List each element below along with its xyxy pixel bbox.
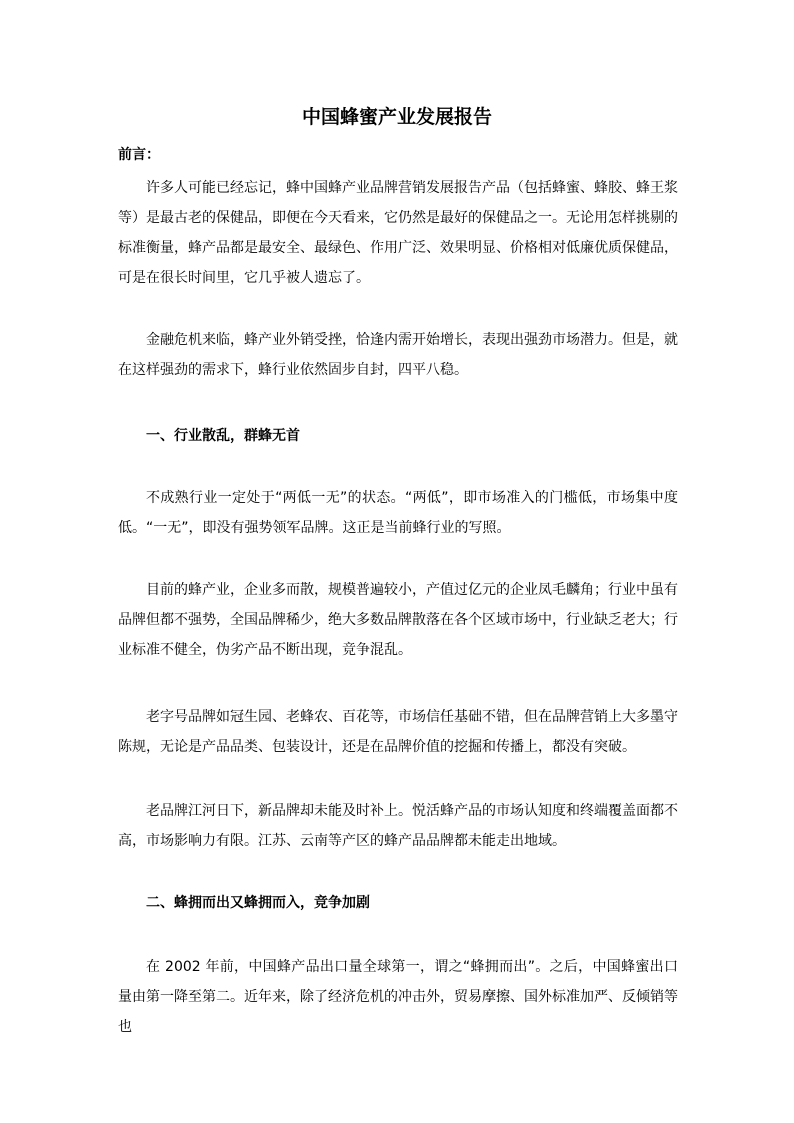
preface-label: 前言： <box>118 147 160 163</box>
paragraph-current-industry: 目前的蜂产业，企业多而散，规模普遍较小，产值过亿元的企业凤毛麟角；行业中虽有品牌但都不强势，全国品牌稀少，绝大多数品牌散落在各个区域市场中，行业缺乏老大；行业标准不健全，伪劣产品不断出现，竞争混乱。 <box>118 582 678 658</box>
paragraph-export: 在 2002 年前，中国蜂产品出口量全球第一，谓之“蜂拥而出”。之后，中国蜂蜜出口量由第一降至第二。近年来，除了经济危机的冲击外，贸易摩擦、国外标准加严、反倾销等也 <box>118 959 678 1035</box>
paragraph-two-lows: 不成熟行业一定处于“两低一无”的状态。“两低”，即市场准入的门槛低，市场集中度低。“一无”，即没有强势领军品牌。这正是当前蜂行业的写照。 <box>118 490 678 536</box>
paragraph-financial-crisis: 金融危机来临，蜂产业外销受挫，恰逢内需开始增长，表现出强劲市场潜力。但是，就在这样强劲的需求下，蜂行业依然固步自封，四平八稳。 <box>118 332 678 378</box>
section-heading-2: 二、蜂拥而出又蜂拥而入，竞争加剧 <box>146 895 370 911</box>
paragraph-intro: 许多人可能已经忘记，蜂中国蜂产业品牌营销发展报告产品（包括蜂蜜、蜂胶、蜂王浆等）是最古老的保健品，即便在今天看来，它仍然是最好的保健品之一。无论用怎样挑剔的标准衡量，蜂产品都是最安全、最绿色、作用广泛、效果明显、价格相对低廉优质保健品，可是在很长时间里，它几乎被人遗忘了。 <box>118 180 678 286</box>
paragraph-old-brands: 老字号品牌如冠生园、老蜂农、百花等，市场信任基础不错，但在品牌营销上大多墨守陈规，无论是产品品类、包装设计，还是在品牌价值的挖掘和传播上，都没有突破。 <box>118 709 678 755</box>
document-title: 中国蜂蜜产业发展报告 <box>301 106 492 128</box>
paragraph-new-brands: 老品牌江河日下，新品牌却未能及时补上。悦活蜂产品的市场认知度和终端覆盖面都不高，市场影响力有限。江苏、云南等产区的蜂产品品牌都未能走出地域。 <box>118 803 678 849</box>
section-heading-1: 一、行业散乱，群蜂无首 <box>146 428 300 444</box>
